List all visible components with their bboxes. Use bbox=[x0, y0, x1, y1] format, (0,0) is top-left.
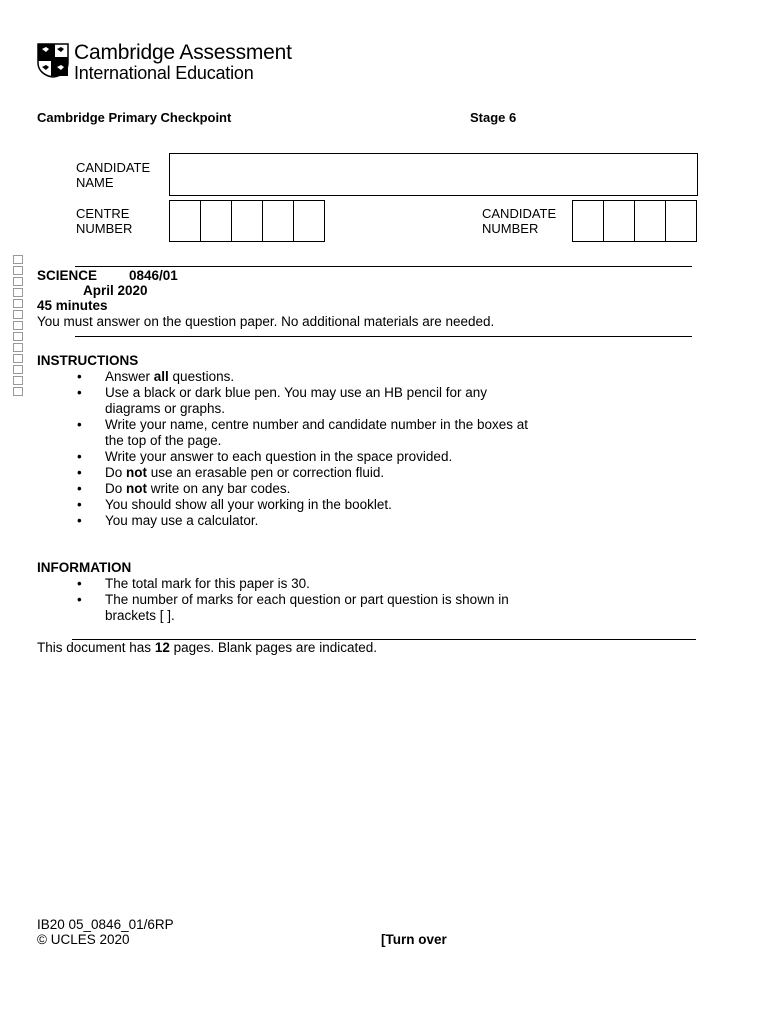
copyright: © UCLES 2020 bbox=[37, 932, 130, 947]
candidate-number-cell[interactable] bbox=[603, 200, 635, 242]
centre-number-cell[interactable] bbox=[169, 200, 201, 242]
paper-code: 0846/01 bbox=[129, 268, 178, 283]
candidate-number-cell[interactable] bbox=[665, 200, 697, 242]
list-item: • The total mark for this paper is 30. bbox=[37, 576, 597, 592]
divider bbox=[75, 266, 692, 267]
qualification-title: Cambridge Primary Checkpoint bbox=[37, 110, 232, 125]
cambridge-crest-icon bbox=[37, 43, 69, 78]
pages-note: This document has 12 pages. Blank pages are indicated. bbox=[37, 640, 377, 655]
logo-subtitle: International Education bbox=[74, 63, 254, 83]
instructions-heading: INSTRUCTIONS bbox=[37, 353, 139, 368]
list-item: • You may use a calculator. bbox=[37, 513, 597, 529]
duration: 45 minutes bbox=[37, 298, 108, 313]
centre-number-cell[interactable] bbox=[200, 200, 232, 242]
information-list bbox=[37, 576, 597, 624]
barcode bbox=[13, 255, 27, 398]
logo-title: Cambridge Assessment bbox=[74, 41, 292, 64]
turn-over-label: [Turn over bbox=[381, 932, 447, 947]
list-item: • The number of marks for each question or part question is shown in brackets [ ]. bbox=[37, 592, 597, 624]
centre-number-cell[interactable] bbox=[293, 200, 325, 242]
list-item: • Write your answer to each question in the space provided. bbox=[37, 449, 597, 465]
candidate-number-cell[interactable] bbox=[634, 200, 666, 242]
instructions-list bbox=[37, 369, 597, 529]
divider bbox=[75, 336, 692, 337]
information-heading: INFORMATION bbox=[37, 560, 132, 575]
subject: SCIENCE bbox=[37, 268, 98, 283]
list-item: • Answer all questions. bbox=[37, 369, 597, 385]
candidate-number-label: CANDIDATE NUMBER bbox=[482, 206, 557, 236]
centre-number-cell[interactable] bbox=[262, 200, 294, 242]
candidate-name-field[interactable] bbox=[169, 153, 698, 196]
exam-session: April 2020 bbox=[83, 283, 148, 298]
list-item: • You should show all your working in the booklet. bbox=[37, 497, 597, 513]
list-item: • Do not use an erasable pen or correction fluid. bbox=[37, 465, 597, 481]
centre-number-cell[interactable] bbox=[231, 200, 263, 242]
list-item: • Do not write on any bar codes. bbox=[37, 481, 597, 497]
list-item: • Write your name, centre number and candidate number in the boxes at the top of the page. bbox=[37, 417, 597, 449]
candidate-number-field[interactable] bbox=[572, 200, 697, 242]
candidate-number-cell[interactable] bbox=[572, 200, 604, 242]
centre-number-label: CENTRE NUMBER bbox=[76, 206, 133, 236]
centre-number-field[interactable] bbox=[169, 200, 325, 242]
list-item: • Use a black or dark blue pen. You may use an HB pencil for any diagrams or graphs. bbox=[37, 385, 597, 417]
materials-note: You must answer on the question paper. No additional materials are needed. bbox=[37, 314, 495, 329]
candidate-name-label: CANDIDATE NAME bbox=[76, 160, 151, 190]
stage-label: Stage 6 bbox=[470, 110, 517, 125]
document-code: IB20 05_0846_01/6RP bbox=[37, 917, 174, 932]
